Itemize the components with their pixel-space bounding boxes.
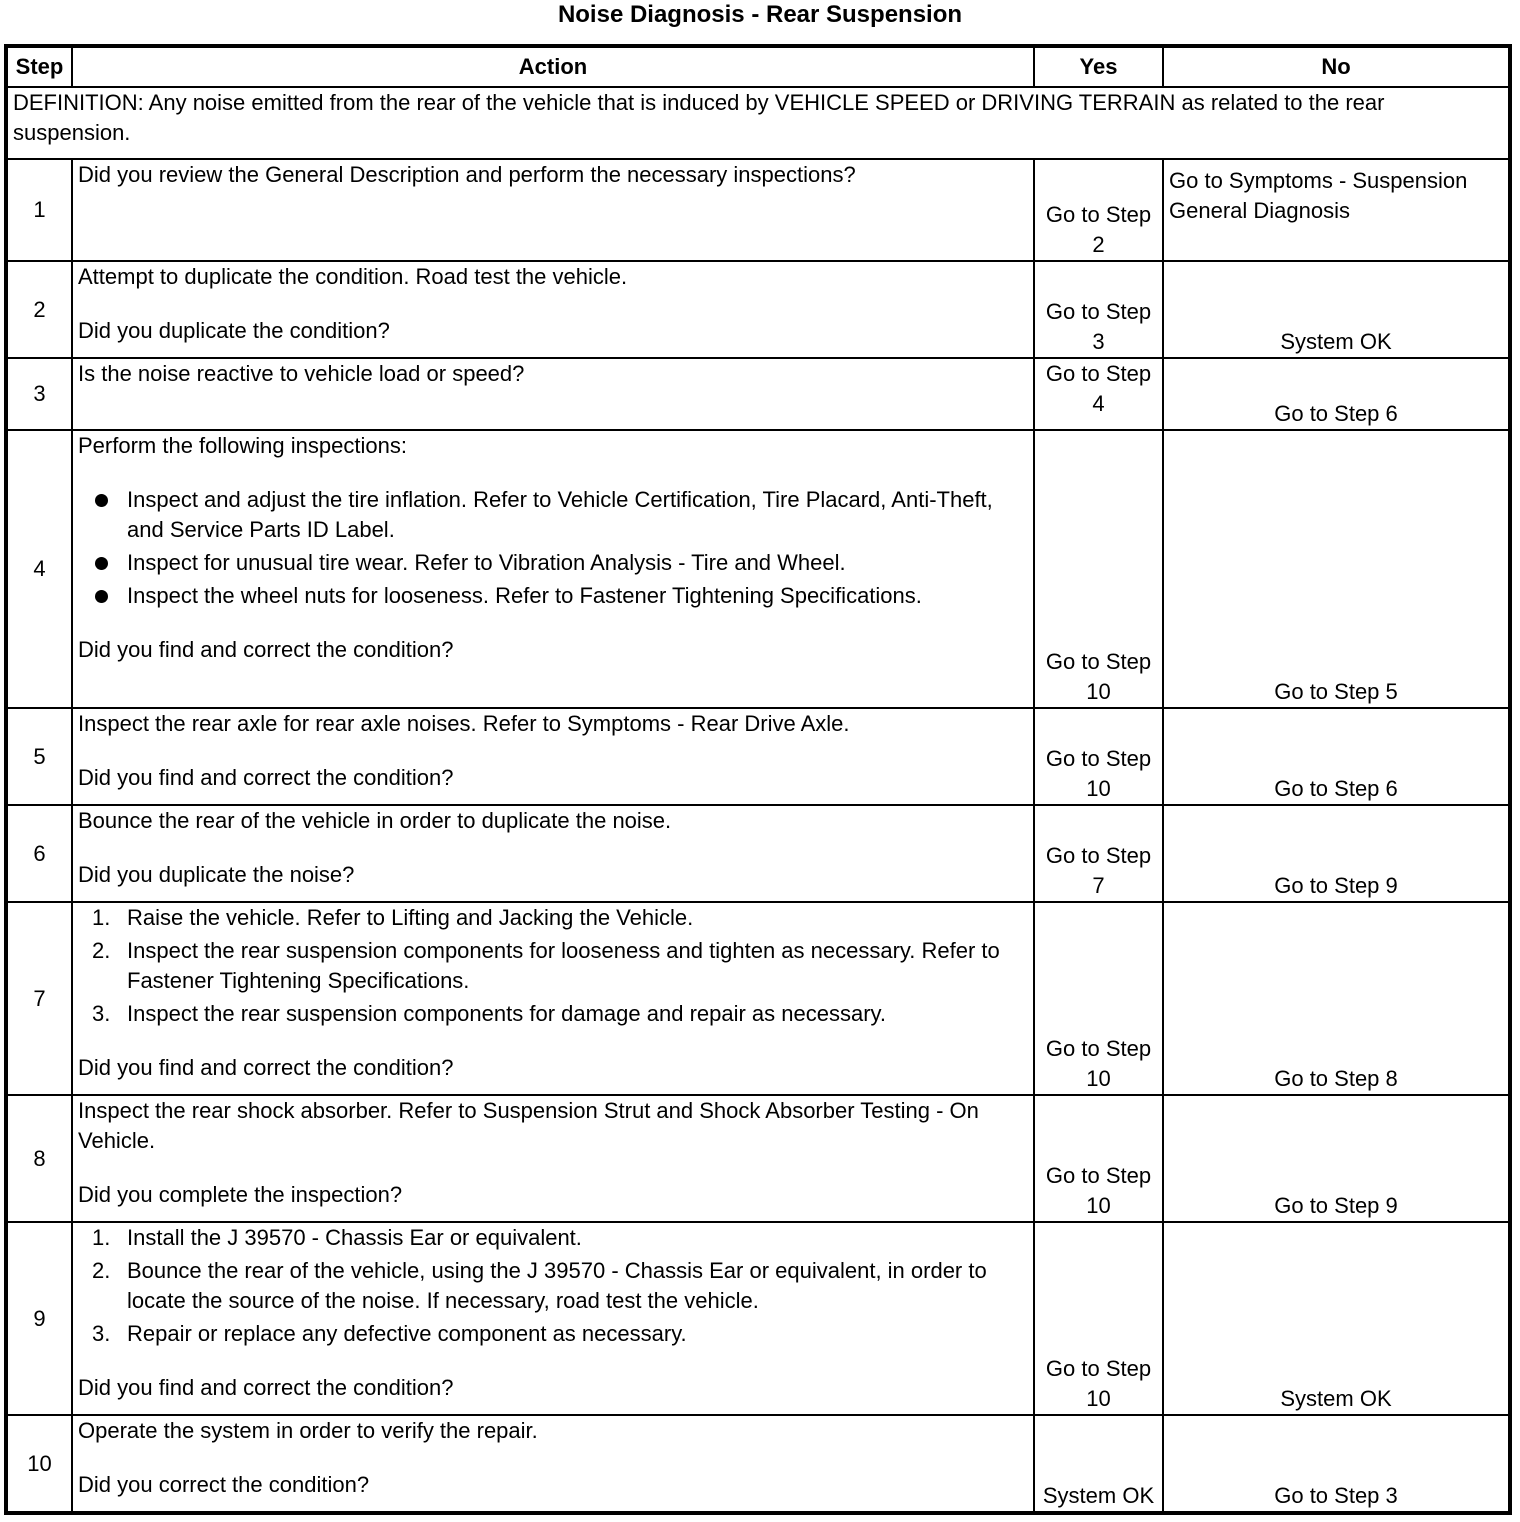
yes-header: Yes [1034, 46, 1163, 87]
yes-cell: Go to Step 10 [1034, 430, 1163, 708]
list-item-text: Inspect the rear suspension components for damage and repair as necessary. [127, 1001, 887, 1026]
yes-cell: Go to Step 10 [1034, 1222, 1163, 1415]
no-header: No [1163, 46, 1510, 87]
action-question: Did you find and correct the condition? [78, 1375, 454, 1400]
diagnosis-table [4, 44, 1512, 1515]
action-text: Perform the following inspections: [78, 433, 407, 458]
yes-cell: Go to Step 2 [1034, 159, 1163, 261]
step-number: 9 [6, 1222, 72, 1415]
action-cell [72, 805, 1034, 902]
list-item-text: Install the J 39570 - Chassis Ear or equivalent. [127, 1225, 582, 1250]
yes-cell: Go to Step 10 [1034, 708, 1163, 805]
list-item [78, 1256, 1028, 1316]
action-question: Did you review the General Description and perform the necessary inspections? [78, 162, 856, 187]
list-number: 1. [92, 1225, 111, 1250]
action-question: Did you correct the condition? [78, 1472, 370, 1497]
list-item-text: Inspect for unusual tire wear. Refer to Vibration Analysis - Tire and Wheel. [127, 550, 846, 575]
action-cell [72, 708, 1034, 805]
no-cell: Go to Step 9 [1163, 1095, 1510, 1222]
table-row [6, 708, 1510, 805]
action-cell [72, 358, 1034, 430]
list-item [78, 581, 1028, 611]
list-item [78, 903, 1028, 933]
action-question: Did you duplicate the noise? [78, 862, 355, 887]
step-number: 5 [6, 708, 72, 805]
action-question: Did you complete the inspection? [78, 1182, 403, 1207]
action-cell [72, 1095, 1034, 1222]
page-title: Noise Diagnosis - Rear Suspension [557, 1, 963, 28]
list-number: 1. [92, 905, 111, 930]
action-cell [72, 261, 1034, 358]
no-cell: System OK [1163, 1222, 1510, 1415]
no-cell: Go to Step 6 [1163, 708, 1510, 805]
action-text: Attempt to duplicate the condition. Road test the vehicle. [78, 264, 628, 289]
step-number: 4 [6, 430, 72, 708]
table-row [6, 358, 1510, 430]
table-row [6, 430, 1510, 708]
table-row [6, 1222, 1510, 1415]
yes-cell: Go to Step 10 [1034, 1095, 1163, 1222]
numbered-list [78, 903, 1028, 1029]
header-row [6, 46, 1510, 87]
step-number: 1 [6, 159, 72, 261]
action-text: Inspect the rear axle for rear axle noises. Refer to Symptoms - Rear Drive Axle. [78, 711, 850, 736]
no-cell: Go to Step 3 [1163, 1415, 1510, 1513]
action-question: Did you duplicate the condition? [78, 318, 390, 343]
bullet-list [78, 485, 1028, 611]
list-number: 3. [92, 1001, 111, 1026]
no-cell: System OK [1163, 261, 1510, 358]
action-question: Did you find and correct the condition? [78, 1055, 454, 1080]
action-cell [72, 1415, 1034, 1513]
list-item-text: Inspect and adjust the tire inflation. Refer to Vehicle Certification, Tire Placard, Anti-Theft, and Service Parts ID Label. [127, 487, 993, 542]
table-row [6, 902, 1510, 1095]
bullet-icon [95, 557, 108, 570]
yes-cell: Go to Step 7 [1034, 805, 1163, 902]
table-row [6, 805, 1510, 902]
list-item-text: Raise the vehicle. Refer to Lifting and Jacking the Vehicle. [127, 905, 694, 930]
action-question: Did you find and correct the condition? [78, 765, 454, 790]
table-row [6, 261, 1510, 358]
step-number: 2 [6, 261, 72, 358]
list-item [78, 485, 1028, 545]
action-question: Is the noise reactive to vehicle load or speed? [78, 361, 525, 386]
step-number: 10 [6, 1415, 72, 1513]
yes-cell: Go to Step 3 [1034, 261, 1163, 358]
definition-text: DEFINITION: Any noise emitted from the rear of the vehicle that is induced by VEHICLE SPEED or DRIVING TERRAIN as related to the rear suspension. [6, 87, 1510, 159]
list-item-text: Inspect the rear suspension components for looseness and tighten as necessary. Refer to Fastener Tightening Specifications. [127, 938, 1000, 993]
table-row [6, 159, 1510, 261]
list-item-text: Inspect the wheel nuts for looseness. Refer to Fastener Tightening Specifications. [127, 583, 922, 608]
step-number: 8 [6, 1095, 72, 1222]
yes-cell: Go to Step 4 [1034, 358, 1163, 430]
step-header: Step [6, 46, 72, 87]
numbered-list [78, 1223, 1028, 1349]
no-cell: Go to Step 9 [1163, 805, 1510, 902]
list-item [78, 999, 1028, 1029]
list-item [78, 1319, 1028, 1349]
action-cell [72, 1222, 1034, 1415]
list-number: 3. [92, 1321, 111, 1346]
list-number: 2. [92, 938, 111, 963]
list-item [78, 548, 1028, 578]
bullet-icon [95, 494, 108, 507]
bullet-icon [95, 590, 108, 603]
action-text: Inspect the rear shock absorber. Refer to Suspension Strut and Shock Absorber Testing - On Vehicle. [78, 1098, 979, 1153]
action-cell [72, 159, 1034, 261]
yes-cell: System OK [1034, 1415, 1163, 1513]
no-cell: Go to Step 5 [1163, 430, 1510, 708]
step-number: 6 [6, 805, 72, 902]
table-row [6, 1095, 1510, 1222]
no-cell: Go to Step 8 [1163, 902, 1510, 1095]
step-number: 3 [6, 358, 72, 430]
action-text: Bounce the rear of the vehicle in order to duplicate the noise. [78, 808, 672, 833]
list-item-text: Repair or replace any defective component as necessary. [127, 1321, 687, 1346]
table-row [6, 1415, 1510, 1513]
definition-row [6, 87, 1510, 159]
action-cell [72, 430, 1034, 708]
yes-cell: Go to Step 10 [1034, 902, 1163, 1095]
action-question: Did you find and correct the condition? [78, 637, 454, 662]
list-item [78, 936, 1028, 996]
action-cell [72, 902, 1034, 1095]
list-number: 2. [92, 1258, 111, 1283]
action-header: Action [72, 46, 1034, 87]
list-item [78, 1223, 1028, 1253]
no-cell: Go to Symptoms - Suspension General Diagnosis [1163, 159, 1510, 261]
no-cell: Go to Step 6 [1163, 358, 1510, 430]
list-item-text: Bounce the rear of the vehicle, using the J 39570 - Chassis Ear or equivalent, in order to locate the source of the noise. If necessary, road test the vehicle. [127, 1258, 987, 1313]
action-text: Operate the system in order to verify the repair. [78, 1418, 538, 1443]
step-number: 7 [6, 902, 72, 1095]
